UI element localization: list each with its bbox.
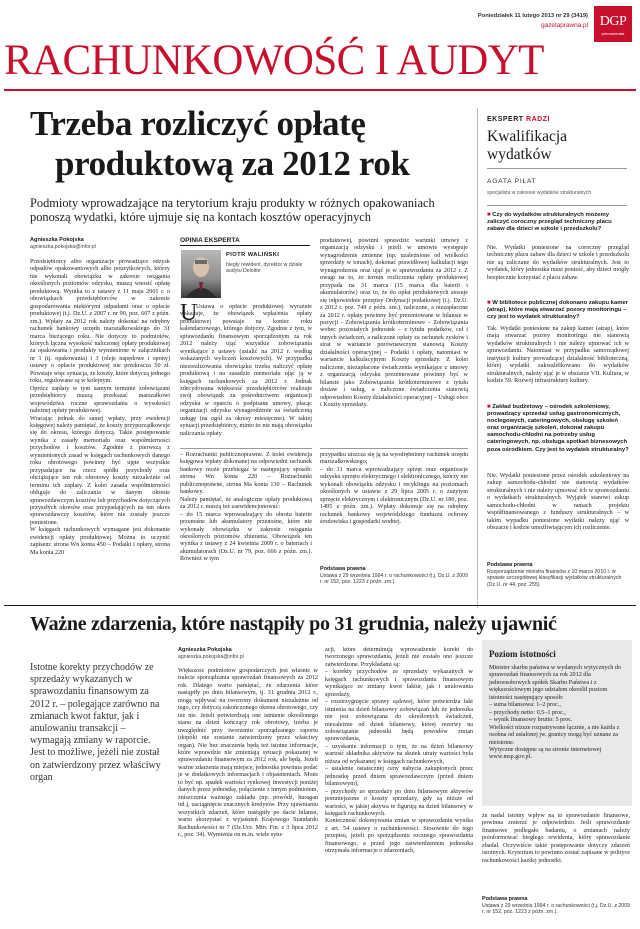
expert-photo (181, 250, 221, 298)
article1-source-label: Podstawa prawna (320, 566, 366, 572)
issue-date: Poniedziałek 11 lutego 2013 nr 29 (3419) (477, 13, 588, 19)
question-bullet-icon: ■ (487, 404, 493, 410)
article2-source-text: Ustawa z 29 września 1994 r. o rachunkowości (t.j. Dz.U. z 2009 r. nr 152, poz. 1223 z późn. zm.). (482, 903, 630, 916)
article2-lead: Istotne korekty przychodów ze sprzedaży wykazanych w sprawozdaniu finansowym za 2012 r. – polegające zarówno na zmianach kwot faktur, jak i anulowaniu transakcji – wymagają zmiany w raporcie. Jest to możliwe, jeżeli nie został on zatwierdzony przez właściwy organ (30, 662, 161, 783)
article2-col3: że nadal istotny wpływ na to sprawozdanie finansowe, powinna zmienić je odpowiednio. Jeśli sprawozdanie finansowe podlegało badaniu, o zmianach należy poinformować biegłego rewidenta, który sprawozdanie zbadał. Oczywiście takie postępowanie dotyczy zdarzeń istotnych. Kryterium to powinno zostać zapisane w polityce rachunkowości każdej jednostki. (482, 813, 630, 864)
sidebar-q3 (487, 404, 629, 454)
article1-col2b: – Rozrachunki publicznoprawne. Z kolei ewidencja księgowa wpłaty dokonanej na odpowiedni rachunek bankowy może przebiegać w następujący sposób: strona Wn konta 220 – Rozrachunki publicznoprawne, strona Ma konta 130 – Rachunek bankowy. Należy pamiętać, że analogiczne opłaty produktową za 2012 r. muszą też zaewidencjonować: – do 15 marca wprowadzający do obrotu baterie przenośne lub akumulatory przenośne, które nie wykonały obowiązku w zakresie osiągania określonych poziomów zbierania. Obowiązek ten wynika z ustawy z 24 kwietnia 2009 r. o bateriach i akumulatorach (Dz.U. nr 79, poz. 666 z późn. zm.). Również w tym (180, 452, 312, 563)
sidebar-author-title: specjalista w zakresie wydatków strukturalnych (487, 190, 592, 196)
col3-rule (320, 448, 468, 449)
article1-author (30, 237, 170, 250)
article1-lead: Podmioty wprowadzające na terytorium kraju produkty w różnych opakowaniach ponoszą wydatki, które ujmuje się na kontach kosztów operacyjnych (30, 196, 435, 225)
opinion-label (180, 237, 310, 246)
opinion-bottom-rule (180, 448, 312, 449)
opinion-label-text: OPINIA EKSPERTA (180, 237, 240, 244)
article1-headline (30, 104, 470, 184)
dgp-logo (594, 6, 632, 42)
sidebar-q1 (487, 212, 629, 233)
sidebar-label (487, 116, 550, 123)
article1-headline-line2: produktową za 2012 rok (55, 144, 410, 183)
question-bullet-icon: ■ (487, 300, 493, 306)
article2-col1: Większość podmiotów gospodarczych jest właśnie w trakcie sporządzania sprawozdań finansowych za 2012 rok. Dlatego warto pamiętać, że zdarzenia które nastąpiły po dniu bilansowym, tj. 31 grudnia 2012 r., mogą wpływać na tworzony dokument niezależnie od tego, czy dotyczą zakończonego okresu obrotowego, czy też nie. Jeżeli potwierdzają one istnienie określonego stanu na dzień kończący rok obrotowy, trzeba je uwzględnić przy tworzeniu sporządzanego raportu (dopóki nie zostanie zatwierdzony przez właściwy organ). Nie bez znaczenia będą też istotne informacje, które wprawdzie nie zmieniają sytuacji pokazanej w sprawozdaniu finansowym za 2012 rok, ale będą. Jeżeli ważne zdarzenia mają miejsce, jednostka powinna podać je w dodatkowych informacjach i objaśnieniach. Może to być np. spadek wartości rynkowej inwestycji poniżej danych przez jednostkę, połączenie z innym podmiotem, zniszczenia ważnego zakładu (np. powódź, huragan itd.), zaciągnięcie znacznych kredytów. Przy ujawnianiu wszystkich zdarzeń, które nastąpiły po dacie bilansu, warto skorzystać z wyjaśnień Krajowego Standardu Rachunkowości nr 7 (Dz.Urz. Min. Fin. z 3 lipca 2012 r., poz. 34). Wymienia on m.in. wiele sytu- (178, 668, 318, 838)
sidebar-q2 (487, 300, 629, 321)
dgp-logo-text: DGP (599, 14, 627, 29)
dropcap: U (180, 300, 198, 326)
article1-col1: Przedsiębiorcy albo organizacje prowadzące odzysk odpadów opakowaniowych albo poużytkowych, którzy nie wykonali obowiązku w zakresie osiągania określonych poziomów odzysku, muszą wnosić opłatę produktową. Wynika to z ustawy z 11 maja 2001 r. o obowiązkach przedsiębiorców w zakresie gospodarowania niektórymi odpadami oraz o opłacie produktowej (t.j. Dz.U. z 2007 r. nr 90, poz. 607 z późn. zm.). Wpłaty za 2012 rok należy dokonać na odrębny rachunek bankowy urzędu marszałkowskiego do 31 marca bieżącego roku. Nie dotyczy to podmiotów, których łączna wysokość naliczonej opłaty produktowej za opakowania i produkty wymienione w załącznikach nr 1 (tj. opakowania) i 3 (oleje napędowe i opony) ustawy o opłacie produktowej nie przekracza 50 zł. Powstaje więc sytuacja, że koszty, które dotyczą jednego roku, regulowane są w kolejnym. Oprócz zapłaty w tym samym terminie zobowiązani przedsiębiorcy muszą przekazać marszałkowi województwa roczne sprawozdania o wysokości należnej opłaty produktowej. Wracając jednak do samej wpłaty, przy ewidencji księgowej należy pamiętać, że koszty przyporządkowuje się do okresu, którego dotyczą. Takie postępowanie wynika z zasady memoriału oraz współmierności przychodów i kosztów. Zgodnie z pierwszą z wymienionych zasad w księgach rachunkowych danego roku obrotowego powinny być ujęte wszystkie przypadające na rzecz spółki przychody oraz obciążające ten rok obrotowy koszty niezależnie od terminu ich zapłaty. Z kolei zasada współmierności obliguje do zaliczania w danym okresie sprawozdawczym kosztów lub przychodów dotyczących przyszłych okresów oraz przypadających na ten okres sprawozdawczy kosztów, które nie zostały jeszcze poniesione. W księgach rachunkowych wymagane jest dokonanie ewidencji opłaty produktowej. Można to uczynić zapisem: strona Wn konta 450 – Podatki i opłaty, strona Ma konta 220 (30, 259, 170, 556)
importance-box-title: Poziom istotności (489, 649, 556, 659)
article1-col3b: przypadku uiszcza się ją na wyodrębniony rachunek urzędu marszałkowskiego; – do 31 marca wprowadzający sprzęt oraz organizacje odzysku sprzętu elektrycznego i elektronicznego, którzy nie wykonali obowiązku odzysku i recyklingu na poziomach określonych w ustawie z 29 lipca 2005 r. o zużytym sprzęcie elektrycznym i elektronicznym (Dz.U. nr 180, poz. 1495 z późn. zm.). Wpłaty dokonuje się na odrębny rachunek bankowy wojewódzkiego funduszu ochrony środowiska i gospodarki wodnej. (320, 452, 468, 526)
expert-name: PIOTR WALIŃSKI (226, 252, 280, 258)
sidebar-label-accent: RADZI (526, 116, 550, 123)
importance-box (482, 640, 632, 806)
sidebar-a3: Nie. Wydatki poniesione przez ośrodek szkoleniowy na zakup samochodu-chłodni nie stanowią wydatków strukturalnych i nie należy ujmować ich w sprawozdaniu o wydatkach strukturalnych. Wyjątek stanowi zakup samochodu-chłodni w ramach projektu współfinansowanego z funduszy strukturalnych – w takim wypadku poniesione wydatki należy ująć w obszarze i kodzie umożliwiającym ich rozliczenie. (487, 473, 629, 532)
expert-title: biegły rewident, dyrektor w dziale audytu Deloitte (226, 262, 303, 275)
article2-source-label: Podstawa prawna (482, 896, 528, 902)
sidebar-title: Kwalifikacja wydatków (487, 128, 568, 163)
article2-col2: acji, które determinują wprowadzenie korekt do tworzonego sprawozdania, jeżeli nie zostało ono jeszcze zatwierdzone. Przykładami są: – korekty przychodów ze sprzedaży wykazanych w księgach rachunkowych i sprawozdaniu finansowym wynikające ze zmiany kwot faktur, jak i anulowania sprzedaży, – rozstrzygnięcie sprawy sądowej, które potwierdza fakt istnienia na dzień bilansowy zobowiązań lub że jednostka nie jest zobowiązana do określonych świadczeń, niezależnie od dzień bilansowy, której rezerwy na zobowiązanie jednostki będą powodów zmian sprawozdania, – uzyskanie informacji o tym, że na dzień bilansowy wartość składnika aktywów na skutek utraty wartości była niższa od wykazanej w księgach rachunkowych, – ustalenie ostatecznej ceny nabycia zakupionych przez jednostkę przed dniem sprawozdawczym (przed dniem bilansowym), – przychody ze sprzedaży po dniu bilansowym aktywów pomniejszone o koszty sprzedaży, gdy są niższe od wartości, w jakiej aktywa te figurują na dzień bilansowy w księgach rachunkowych. Konieczność dokonywania zmian w sprawozdaniu wynika z art. 54 ustawy o rachunkowości. Stosownie do tego przepisu, jeżeli po sporządzeniu rocznego sprawozdania finansowego, a przed jego zatwierdzeniem jednostka otrzymała informacje o zdarzeniach, (325, 647, 473, 855)
article1-source-text: Ustawa z 29 września 1994 r. o rachunkowości (t.j. Dz.U. z 2009 r. nr 152, poz. 1223 z późn. zm.). (320, 573, 468, 586)
article1-author-email[interactable]: agnieszka.pokojska@infor.pl (30, 244, 96, 250)
article1-col3: produktowej, powinni sprawdzić warunki umowy z organizacją odzysku i jeżeli w umowie występuje wynagrodzenie zmienne (np. uzależnione od wielkości sprzedaży w tonach), dokonać prawidłowej kalkulacji tego wynagrodzenia oraz ująć je w sprawozdaniu za 2012 r. Z uwagi na to, że termin rozliczenia opłaty produktowej przypada na 31 marca (15 marca dla baterii i akumulatorów) oraz to, że do opłat produktowych stosuje się odpowiednie przepisy Ordynacji podatkowej (t.j. Dz.U. z 2012 r. poz. 749 z późn. zm.), naliczone, a niezapłacone za 2012 r. opłaty powinny być prezentowane w bilansie w pozycji - Zobowiązania krótkoterminowe – Zobowiązania wobec pozostałych jednostek – z tytułu podatków, ceł i innych świadczeń, a naliczone opłaty za rachunek zysków i strat w wariancie porównawczym stanowią Koszty działalności operacyjnej – Podatki i opłaty, natomiast w wariancie kalkulacyjnym Koszty sprzedaży. Z kolei naliczone, niezapłacone świadczenia wynikające z umowy z organizacją odzysku prezentowane powinny być w bilansie jako Zobowiązania krótkoterminowe z tytułu dostaw i usług, a naliczone świadczenia stanowią odpowiednio Koszty działalności operacyjnej – Usługi obce i Koszty sprzedaży. (320, 238, 468, 408)
sidebar-author-rule (487, 205, 627, 206)
question-bullet-icon: ■ (487, 212, 493, 218)
section-title: RACHUNKOWOŚĆ I AUDYT (4, 37, 544, 84)
site-name[interactable]: gazetaprawna.pl (541, 22, 588, 29)
sidebar-author: AGATA PIŁAT (487, 178, 537, 185)
header-rule (4, 89, 636, 91)
sidebar-a1: Nie. Wydatki poniesione na coroczny przegląd techniczny placu zabaw dla dzieci w szkole i przedszkolu nie są zaliczane do wydatków strukturalnych. Jest to wydatek, który jednostka musi ponieść, aby dzieci mogły bezpiecznie korzystać z placu zabaw. (487, 245, 629, 281)
expert-portrait-icon (181, 250, 221, 298)
article1-author-name: Agnieszka Pokojska (30, 237, 84, 243)
dgp-logo-sub: prenumerata (601, 31, 625, 36)
article1-headline-line1: Trzeba rozliczyć opłatę (30, 104, 366, 143)
section-divider (4, 605, 636, 606)
article2-author (178, 647, 318, 660)
sidebar-source-text: Rozporządzenie ministra finansów z 10 marca 2010 r. w sprawie szczegółowej klasyfikacji wydatków strukturalnych (Dz.U. nr 44, poz. 255). (487, 569, 622, 588)
sidebar-q2-text: W bibliotece publicznej dokonano zakupu kamer (atrap), które mają stwarzać pozory monitoringu – czy jest to wydatek strukturalny? (487, 300, 629, 321)
article1-col2: Ustawa o opłacie produktowej wyraźnie wskazuje, że obowiązek wpłacenia opłaty produktowej powstaje na koniec roku kalendarzowego, którego dotyczy. Zgodnie z tym, w sprawozdaniu finansowym sporządzonym za rok 2012 należy ująć wszystkie zobowiązania wynikające z ustawy (ustalić na 2012 r. według wskazanych wyliczeń kosztowych). W przypadku niezrealizowania obowiązku trzeba naliczyć opłatę produktową i na zasadzie memoriału ująć ją w księgach rachunkowych za 2012 r. Jednak zdecydowana większość przedsiębiorców realizuje swój obowiązek za pośrednictwem organizacji odzysku w oparciu o podpisane umowy, płacąc organizacji odzysku wynagrodzenie za świadczoną usługę (na ogół za okresy miesięczne). W takiej sytuacji przedsiębiorcy, mimo że nie mają obowiązku naliczania opłaty (180, 304, 312, 437)
sidebar-source-label: Podstawa prawna (487, 562, 533, 568)
article2-author-email[interactable]: agnieszka.pokojska@infor.pl (178, 654, 244, 660)
sidebar-q1-text: Czy do wydatków strukturalnych możemy zaliczyć coroczny przegląd techniczny placu zabaw dla dzieci w szkole i przedszkolu? (487, 212, 612, 233)
article2-headline: Ważne zdarzenia, które nastąpiły po 31 grudnia, należy ujawnić (30, 613, 557, 635)
sidebar-q3-text: Zakład budżetowy – ośrodek szkoleniowy, prowadzący sprzedaż usług gastronomicznych, noclegowych, cateringowych, obsługę szkoleń oraz organizację szkoleń, dokonał zakupu samochodu-chłodni na potrzeby usług cateringowych, np. obsługa spotkań biznesowych poza ośrodkiem. Czy jest to wydatek strukturalny? (487, 404, 629, 453)
article2-author-name: Agnieszka Pokojska (178, 647, 232, 653)
sidebar-left-rule (477, 108, 478, 608)
sidebar-title-rule (487, 168, 627, 169)
sidebar-label-prefix: EKSPERT (487, 116, 524, 123)
importance-box-text: Minister skarbu państwa w wydanych wytycznych do sprawozdań finansowych za rok 2012 dla jednoosobowych spółek Skarbu Państwa i z większościowym jego udziałem określił poziom istotności następujący sposób: – suma bilansowa: 1–2 proc., – przychody netto: 0,5–1 proc., – wynik finansowy brutto: 5 proc. Wielkości nizsze rozpatrywane łącznie, a nie każda z osobna od ustalonej jw. granicy mogą być uznane za nieistotne. Wytyczne dostępne są na stronie internetowej www.msp.gov.pl. (489, 665, 621, 761)
sidebar-a2: Tak. Wydatki poniesione na zakup kamer (atrap), które mają stwarzać pozory monitoringu nie stanowią wydatków strukturalnych i nie należy ujmować ich w sprawozdaniu. Natomiast w przypadku samorządowej instytucji kultury prowadzącej działalność biblioteczną, której wydatki zakwalifikowano do wydatków strukturalnych, należy ująć je w obszarze VII. Kultura, w kodzie 59. Rozwój infrastruktury kultury. (487, 326, 629, 385)
